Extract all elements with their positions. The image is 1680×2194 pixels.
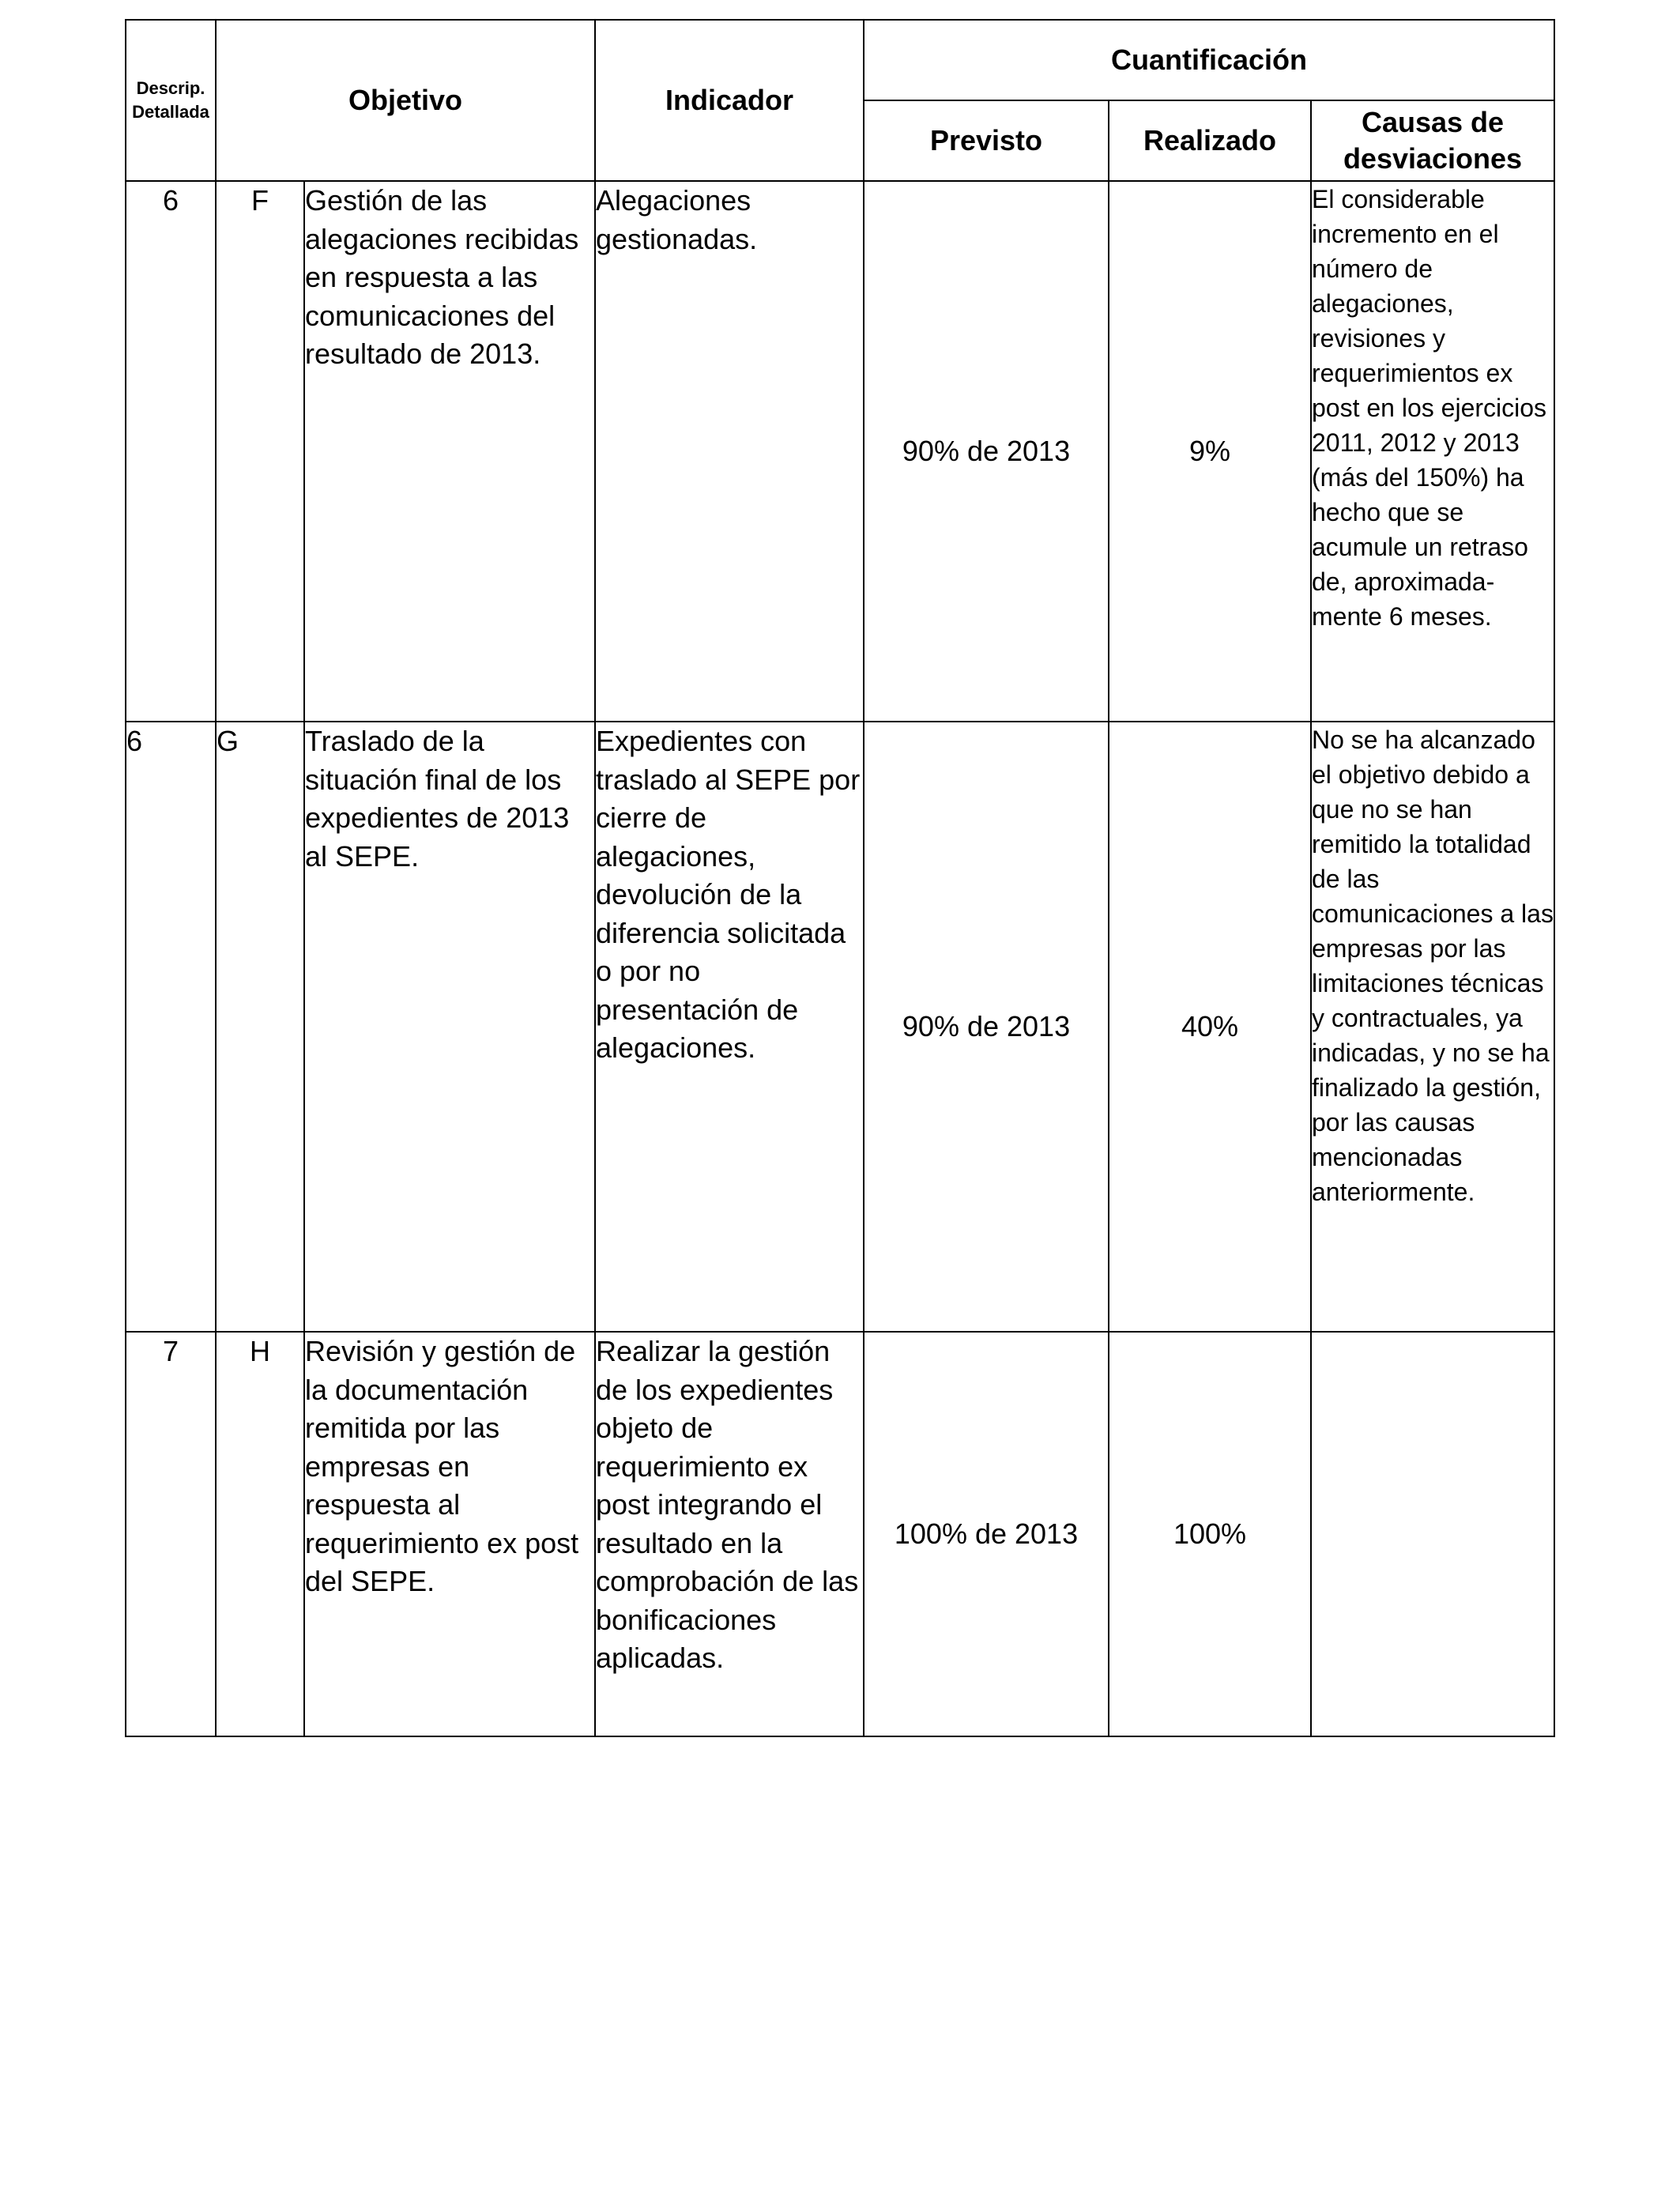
row-number: 6 (126, 181, 216, 722)
header-descrip: Descrip. Detallada (126, 20, 216, 181)
row-realizado: 40% (1109, 722, 1311, 1332)
header-objetivo: Objetivo (216, 20, 595, 181)
row-causas: No se ha alcanzado el objetivo debido a que no se han remitido la totalidad de las comunicaciones a las empresas por las limitaciones técnicas y contractuales, ya indicadas, y no se ha finalizado la gestión, por las causas mencionadas anteriormente. (1311, 722, 1554, 1332)
row-indicador: Expedientes con traslado al SEPE por cierre de alegaciones, devolución de la diferencia solicitada o por no presentación de alegaciones. (595, 722, 864, 1332)
row-number: 7 (126, 1332, 216, 1736)
header-realizado: Realizado (1109, 100, 1311, 181)
header-row-1 (126, 20, 1554, 100)
table-row (126, 1332, 1554, 1736)
table-row (126, 722, 1554, 1332)
row-indicador: Alegaciones gestionadas. (595, 181, 864, 722)
table-row (126, 181, 1554, 722)
row-objetivo: Gestión de las alegaciones recibidas en respuesta a las comunicaciones del resultado de 2013. (304, 181, 595, 722)
row-letter: G (216, 722, 304, 1332)
row-causas (1311, 1332, 1554, 1736)
row-realizado: 9% (1109, 181, 1311, 722)
row-indicador: Realizar la gestión de los expedientes objeto de requerimiento ex post integrando el resultado en la comprobación de las bonificaciones aplicadas. (595, 1332, 864, 1736)
objectives-table (125, 19, 1555, 1737)
header-causas: Causas de desviaciones (1311, 100, 1554, 181)
header-cuantificacion: Cuantificación (864, 20, 1554, 100)
row-number: 6 (126, 722, 216, 1332)
row-previsto: 90% de 2013 (864, 181, 1109, 722)
row-realizado: 100% (1109, 1332, 1311, 1736)
row-letter: F (216, 181, 304, 722)
row-letter: H (216, 1332, 304, 1736)
row-previsto: 90% de 2013 (864, 722, 1109, 1332)
row-previsto: 100% de 2013 (864, 1332, 1109, 1736)
row-objetivo: Traslado de la situación final de los expedientes de 2013 al SEPE. (304, 722, 595, 1332)
row-causas: El considerable incremento en el número de alegaciones, revisiones y requerimientos ex post en los ejercicios 2011, 2012 y 2013 (más del 150%) ha hecho que se acumule un retraso de, aproximada-mente 6 meses. (1311, 181, 1554, 722)
header-indicador: Indicador (595, 20, 864, 181)
row-objetivo: Revisión y gestión de la documentación remitida por las empresas en respuesta al requerimiento ex post del SEPE. (304, 1332, 595, 1736)
header-previsto: Previsto (864, 100, 1109, 181)
